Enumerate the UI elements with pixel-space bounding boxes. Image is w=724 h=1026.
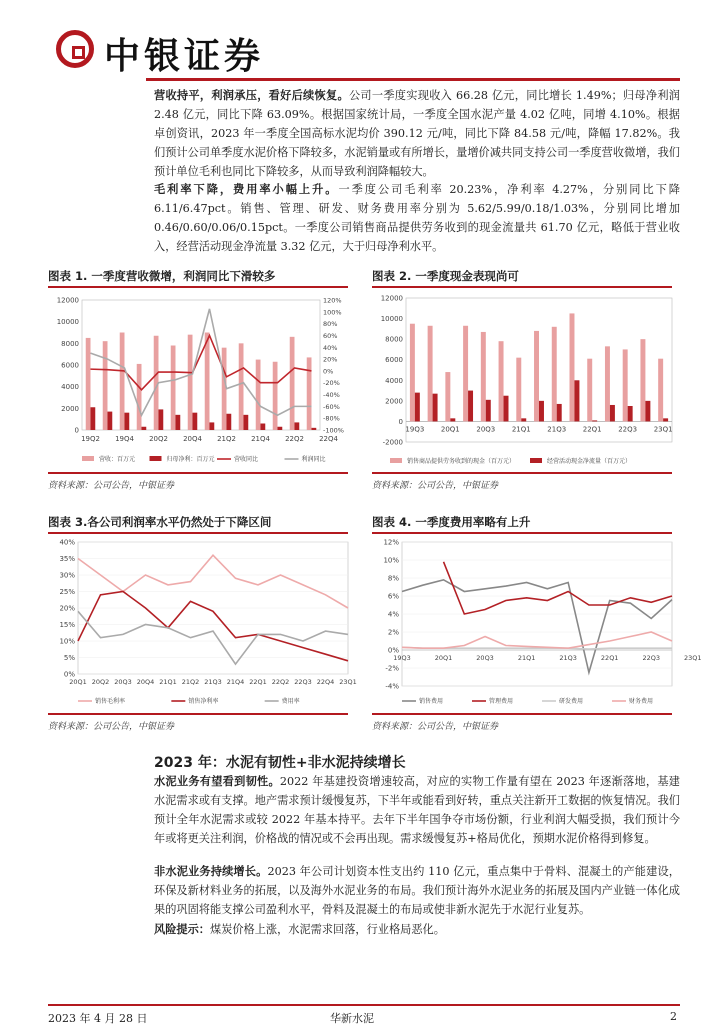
x-tick-label: 21Q1 — [159, 678, 177, 686]
risk-body: 煤炭价格上涨，水泥需求回落，行业格局恶化。 — [209, 923, 445, 936]
bar — [468, 391, 473, 422]
y2-tick-label: -60% — [323, 402, 340, 411]
chart4-source: 资料来源：公司公告，中银证券 — [372, 722, 499, 732]
y2-tick-label: 40% — [323, 343, 338, 352]
bar — [176, 415, 181, 430]
y-tick-label: 0% — [387, 646, 399, 655]
y-tick-label: 15% — [59, 621, 75, 629]
y-tick-label: 0 — [74, 426, 79, 435]
x-tick-label: 21Q1 — [511, 425, 531, 434]
x-tick-label: 22Q1 — [582, 425, 602, 434]
y-tick-label: 12000 — [380, 294, 403, 303]
bar — [645, 401, 650, 422]
x-tick-label: 21Q4 — [251, 435, 270, 443]
chart1-bottom-rule — [48, 472, 348, 474]
bar — [188, 335, 193, 430]
y2-tick-label: -100% — [323, 426, 344, 435]
x-tick-label: 22Q4 — [316, 678, 335, 686]
bar — [86, 338, 91, 430]
bar — [171, 346, 176, 431]
bank-logo-icon — [56, 30, 94, 68]
chart1-title: 图表 1. 一季度营收微增，利润同比下滑较多 — [48, 269, 276, 283]
bar — [499, 341, 504, 421]
footer-company: 华新水泥 — [330, 1012, 374, 1025]
bar — [193, 413, 198, 430]
y2-tick-label: -80% — [323, 414, 340, 423]
legend-label: 费用率 — [281, 698, 300, 705]
legend-label: 经营活动现金净流量（百万元） — [547, 458, 632, 465]
chart2-source: 资料来源：公司公告，中银证券 — [372, 481, 499, 491]
legend-label: 管理费用 — [489, 698, 514, 705]
y-tick-label: 6% — [387, 592, 399, 601]
bar — [290, 337, 295, 430]
legend-label: 营收同比 — [234, 456, 259, 463]
risk-paragraph — [154, 920, 680, 939]
x-tick-label: 19Q4 — [115, 435, 134, 443]
legend-label: 财务费用 — [629, 698, 654, 705]
y2-tick-label: 80% — [323, 320, 338, 329]
x-tick-label: 22Q2 — [271, 678, 290, 686]
bar — [256, 360, 261, 430]
bar — [108, 412, 113, 430]
chart1-source: 资料来源：公司公告，中银证券 — [48, 481, 175, 491]
legend-swatch — [150, 456, 162, 461]
y-tick-label: 25% — [59, 588, 75, 596]
bar — [415, 393, 420, 422]
bar — [273, 362, 278, 430]
chart4-rule — [372, 532, 672, 534]
legend-label: 销售商品提供劳务收到的现金（百万元） — [407, 458, 516, 465]
bar — [227, 414, 232, 430]
x-tick-label: 20Q4 — [136, 678, 155, 686]
bar — [592, 420, 597, 421]
y-tick-label: 40% — [59, 538, 75, 547]
y-tick-label: 0% — [63, 670, 75, 679]
section-p2-lead: 非水泥业务持续增长。 — [154, 864, 268, 878]
bar — [463, 326, 468, 422]
bar — [142, 427, 147, 430]
bar — [610, 405, 615, 421]
y2-tick-label: -20% — [323, 379, 340, 388]
chart1-rule — [48, 286, 348, 288]
chart4-title: 图表 4. 一季度费用率略有上升 — [372, 515, 531, 529]
y-tick-label: 6000 — [61, 361, 79, 370]
legend-label: 销售净利率 — [188, 698, 219, 705]
chart4-svg — [372, 536, 702, 710]
chart3-title: 图表 3.各公司利润率水平仍然处于下降区间 — [48, 515, 272, 529]
bar — [587, 359, 592, 422]
y-tick-label: -2% — [385, 664, 399, 673]
bar — [628, 406, 633, 421]
legend-swatch — [82, 456, 94, 461]
series-line — [78, 555, 348, 608]
x-tick-label: 21Q3 — [547, 425, 567, 434]
y-tick-label: 4000 — [61, 383, 79, 392]
y-tick-label: 2000 — [61, 404, 79, 413]
footer-page: 2 — [670, 1010, 677, 1023]
chart1-svg — [48, 290, 358, 470]
series-line — [402, 632, 672, 648]
y-tick-label: 10000 — [380, 315, 403, 324]
x-tick-label: 23Q1 — [339, 678, 357, 686]
x-tick-label: 23Q1 — [653, 425, 673, 434]
x-tick-label: 22Q4 — [319, 435, 338, 443]
bar — [504, 396, 509, 422]
bar — [574, 380, 579, 421]
y2-tick-label: 0% — [323, 367, 334, 376]
y-tick-label: -2000 — [382, 438, 403, 447]
x-tick-label: 21Q1 — [517, 654, 536, 662]
x-tick-label: 21Q2 — [181, 678, 200, 686]
legend-swatch — [530, 458, 542, 463]
legend-swatch — [390, 458, 402, 463]
chart3-bottom-rule — [48, 713, 348, 715]
bar — [239, 343, 244, 430]
bar — [120, 333, 125, 431]
y-tick-label: 5% — [63, 654, 75, 662]
chart3-rule — [48, 532, 348, 534]
y2-tick-label: 100% — [323, 308, 342, 317]
intro-paragraph-1 — [154, 86, 680, 181]
x-tick-label: 22Q3 — [642, 654, 660, 662]
bar — [516, 358, 521, 422]
legend-label: 营收：百万元 — [99, 456, 136, 463]
bar — [295, 422, 300, 430]
x-tick-label: 22Q3 — [294, 678, 312, 686]
y2-tick-label: -40% — [323, 391, 340, 400]
bar — [125, 413, 130, 430]
bar — [570, 313, 575, 421]
chart4-bottom-rule — [372, 713, 672, 715]
intro-p1-lead: 营收持平，利润承压，看好后续恢复。 — [154, 88, 349, 102]
bar — [205, 333, 210, 431]
footer-rule — [48, 1004, 680, 1006]
y-tick-label: 6000 — [385, 356, 403, 365]
chart2-title: 图表 2. 一季度现金表现尚可 — [372, 269, 519, 283]
footer-date: 2023 年 4 月 28 日 — [48, 1012, 148, 1025]
bar — [137, 364, 142, 430]
y-tick-label: 10% — [59, 637, 75, 646]
bar — [159, 409, 164, 430]
y-tick-label: -4% — [385, 682, 399, 691]
bar — [445, 372, 450, 421]
y-tick-label: 10% — [383, 556, 399, 565]
bar — [261, 424, 266, 431]
x-tick-label: 22Q2 — [285, 435, 304, 443]
brand-name: 中银证券 — [104, 36, 265, 77]
x-tick-label: 20Q3 — [476, 425, 496, 434]
section-paragraph-2 — [154, 862, 680, 919]
chart3-source: 资料来源：公司公告，中银证券 — [48, 722, 175, 732]
y-tick-label: 8% — [387, 574, 399, 583]
section-paragraph-1 — [154, 772, 680, 848]
x-tick-label: 20Q3 — [476, 654, 494, 662]
x-tick-label: 20Q1 — [440, 425, 460, 434]
chart3-svg — [48, 536, 358, 710]
section-p2-body: 2023 年公司计划资本性支出约 110 亿元，重点集中于骨料、混凝土的产能建设，环保及新材料业务的拓展，以及海外水泥业务的布局。我们预计海外水泥业务的拓展及国内产业链一体化成果的巩固将能支撑公司盈利水平，骨料及混凝土的布局或使非新水泥先于水泥行业复苏。 — [154, 865, 680, 916]
series-line — [444, 562, 672, 614]
x-tick-label: 20Q1 — [69, 678, 87, 686]
bar — [552, 327, 557, 422]
y-tick-label: 10000 — [56, 318, 79, 327]
legend-label: 研发费用 — [559, 698, 584, 705]
bar — [103, 341, 108, 430]
bar — [210, 422, 215, 430]
chart2-bottom-rule — [372, 472, 672, 474]
y-tick-label: 2000 — [385, 397, 403, 406]
legend-label: 销售费用 — [419, 698, 444, 705]
x-tick-label: 21Q3 — [204, 678, 222, 686]
y2-tick-label: 60% — [323, 331, 338, 340]
x-tick-label: 21Q4 — [226, 678, 245, 686]
series-line — [78, 611, 348, 664]
y-tick-label: 30% — [59, 571, 75, 580]
x-tick-label: 22Q1 — [249, 678, 267, 686]
intro-p1-body: 公司一季度实现收入 66.28 亿元，同比增长 1.49%；归母净利润 2.48 亿元，同比下降 63.09%。根据国家统计局，一季度全国水泥产量 4.02 亿吨，同增 4.10%。根据卓创资讯，2023 年一季度全国高标水泥均价 390.12 元/吨，同比下降 84.58 元/吨，降幅 17.82%。我们预计公司单季度水泥价格下降较多，水泥销量或有所增长，量增价减共同支持公司一季度营收微增，我们预计单位毛利也同比下降较多，从而导致利润降幅较大。 — [154, 89, 680, 178]
bar — [658, 359, 663, 422]
bar — [428, 326, 433, 422]
y-tick-label: 8000 — [61, 339, 79, 348]
bar — [410, 324, 415, 422]
y-tick-label: 4000 — [385, 376, 403, 385]
chart2-rule — [372, 286, 672, 288]
intro-paragraph-2 — [154, 180, 680, 256]
y-tick-label: 12% — [383, 538, 399, 547]
bar — [307, 357, 312, 430]
bar — [605, 346, 610, 421]
x-tick-label: 19Q2 — [81, 435, 100, 443]
x-tick-label: 21Q2 — [217, 435, 236, 443]
y-tick-label: 12000 — [56, 296, 79, 305]
bar — [640, 339, 645, 421]
y-tick-label: 20% — [59, 604, 75, 613]
intro-p2-body: 一季度公司毛利率 20.23%，净利率 4.27%，分别同比下降 6.11/6.47pct。销售、管理、研发、财务费用率分别为 5.62/5.99/0.18/1.03%，分别同比增加 0.46/0.60/0.06/0.15pct。一季度公司销售商品提供劳务收到的现金流量共 61.70 亿元，略低于营业收入，经营活动现金净流量 3.32 亿元，大于归母净利水平。 — [154, 183, 680, 253]
bar — [450, 418, 455, 421]
bar — [91, 407, 96, 430]
y2-tick-label: 20% — [323, 355, 338, 364]
bar — [663, 418, 668, 421]
chart2-svg — [372, 290, 682, 470]
y-tick-label: 35% — [59, 555, 75, 563]
section-title: 2023 年：水泥有韧性+非水泥持续增长 — [154, 755, 406, 771]
section-p1-body: 2022 年基建投资增速较高，对应的实物工作量有望在 2023 年逐渐落地，基建水泥需求或有支撑。地产需求预计缓慢复苏，下半年或能看到好转，重点关注新开工数据的恢复情况。我们预计全年水泥需求或较 2022 年基本持平。去年下半年国争夺市场份额，行业利润大幅受损，我们预计今年或将更关注利润，价格战的情况或不会再出现。需求缓慢复苏+格局优化，预期水泥价格得到修复。 — [154, 775, 680, 845]
x-tick-label: 19Q3 — [393, 654, 411, 662]
y2-tick-label: 120% — [323, 296, 342, 305]
bar — [433, 394, 438, 422]
bar — [312, 428, 317, 430]
x-tick-label: 20Q2 — [149, 435, 168, 443]
x-tick-label: 23Q1 — [684, 654, 702, 662]
bar — [534, 331, 539, 422]
x-tick-label: 22Q3 — [618, 425, 638, 434]
x-tick-label: 21Q3 — [559, 654, 577, 662]
x-tick-label: 19Q3 — [405, 425, 425, 434]
risk-lead: 风险提示： — [154, 922, 210, 936]
x-tick-label: 20Q1 — [434, 654, 453, 662]
bar — [244, 415, 249, 430]
legend-label: 利润同比 — [301, 456, 326, 463]
legend-label: 销售毛利率 — [95, 698, 126, 705]
legend-label: 归母净利：百万元 — [166, 456, 215, 463]
bar — [486, 400, 491, 422]
x-tick-label: 20Q2 — [91, 678, 110, 686]
x-tick-label: 22Q1 — [600, 654, 619, 662]
x-tick-label: 20Q4 — [183, 435, 202, 443]
bar — [557, 404, 562, 421]
bar — [521, 418, 526, 421]
header-rule — [146, 78, 680, 81]
y-tick-label: 8000 — [385, 335, 403, 344]
bar — [481, 332, 486, 421]
y-tick-label: 2% — [387, 628, 399, 637]
section-p1-lead: 水泥业务有望看到韧性。 — [154, 774, 280, 788]
series-line — [78, 592, 348, 661]
intro-p2-lead: 毛利率下降，费用率小幅上升。 — [154, 182, 339, 196]
y-tick-label: 0 — [398, 417, 403, 426]
bar — [278, 427, 283, 430]
x-tick-label: 20Q3 — [114, 678, 132, 686]
bar — [623, 349, 628, 421]
bar — [539, 401, 544, 422]
y-tick-label: 4% — [387, 610, 399, 619]
